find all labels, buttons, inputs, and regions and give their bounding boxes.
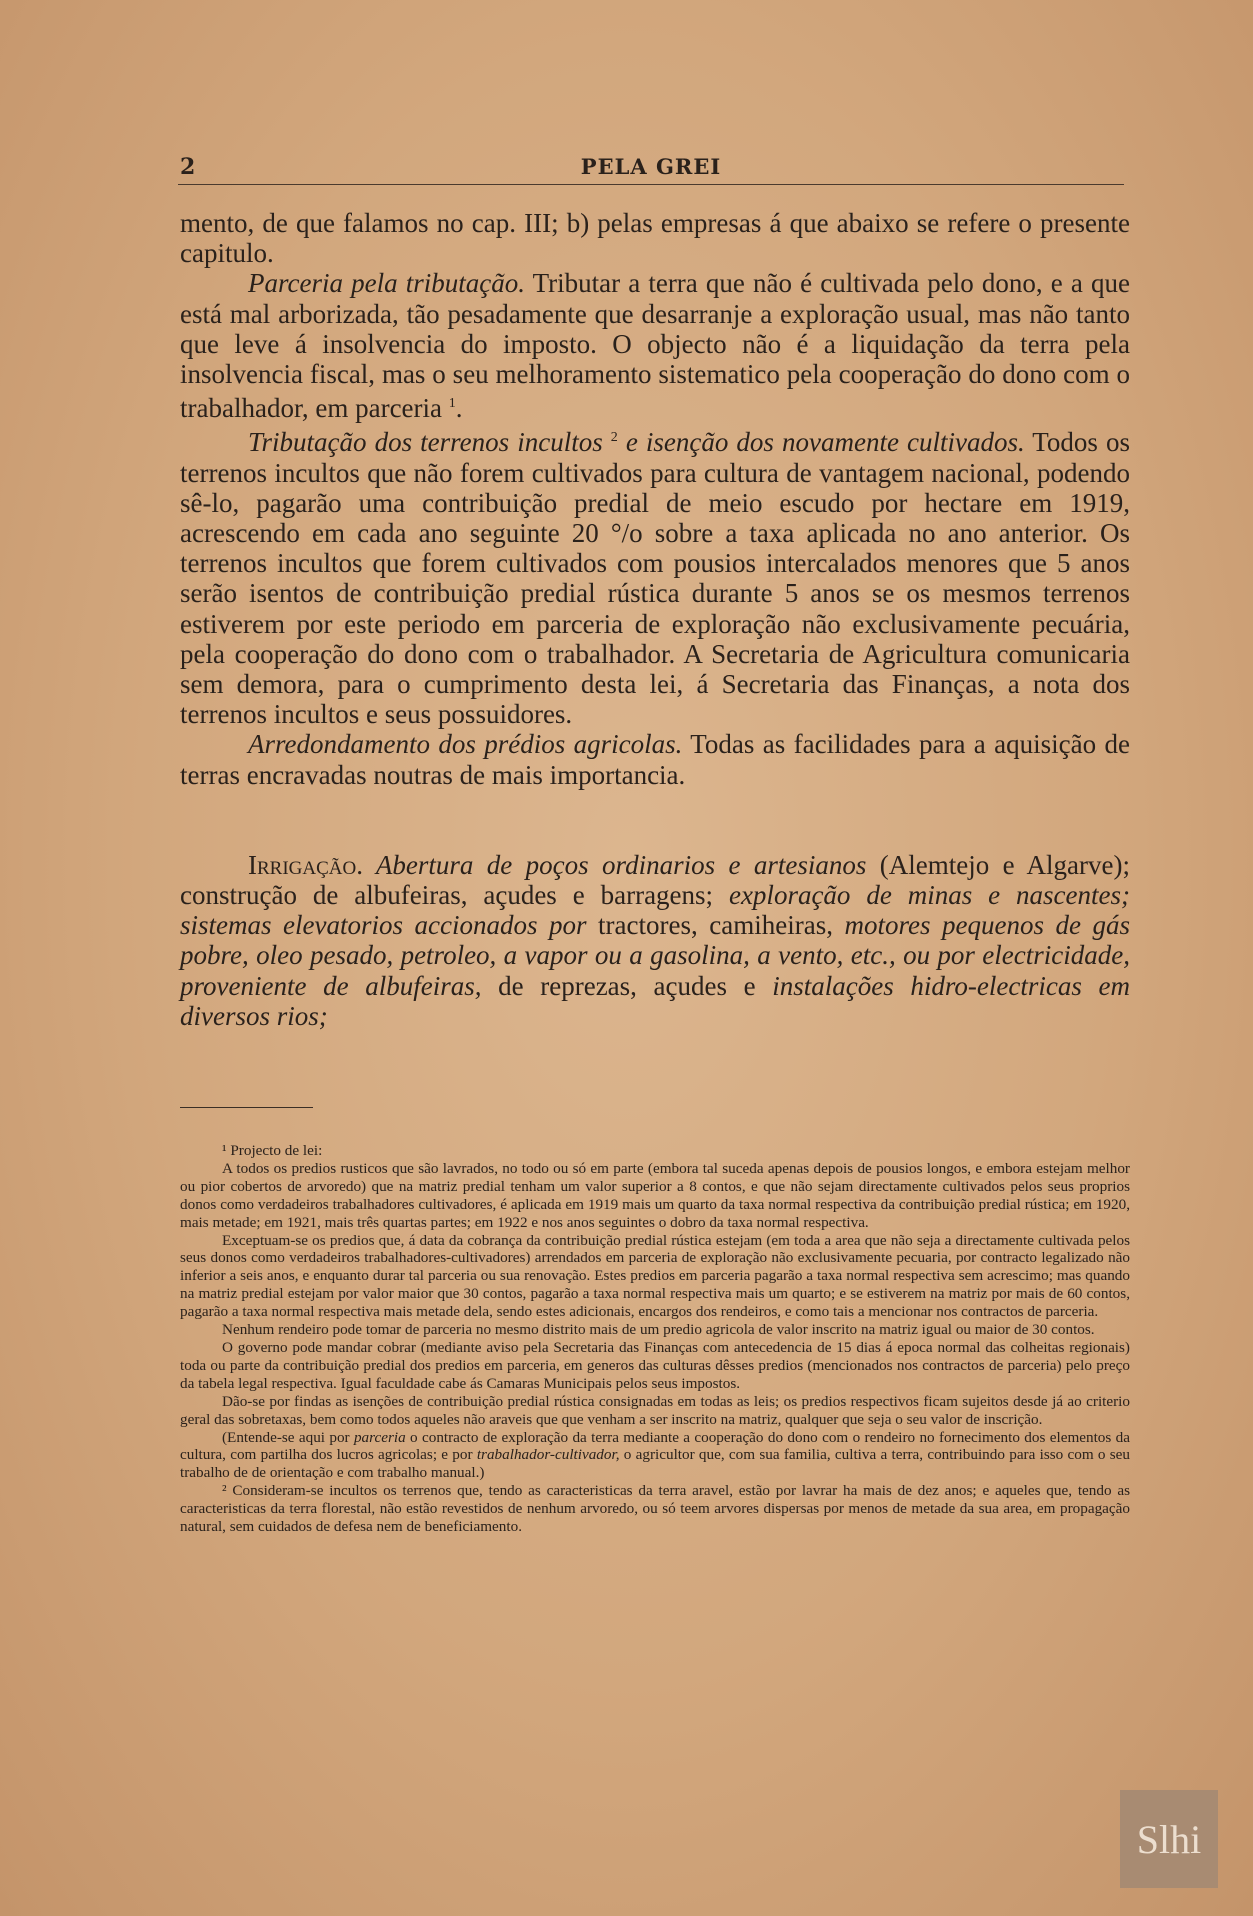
footnote-italic: parceria [353, 1428, 406, 1446]
running-head: PELA GREI [580, 154, 722, 179]
footnotes [180, 1142, 1130, 1536]
footnote-text: o agricultor que, com sua familia, cultiva a terra, contribuindo para isso com o seu trabalho de de orientação e com trabalho manual.) [180, 1446, 1131, 1482]
paragraph-text: tractores, camiheiras, [586, 910, 845, 941]
footnote-text: (Entende-se aqui por [222, 1428, 354, 1446]
footnote-1-paragraph: A todos os predios rusticos que são lavrados, no todo ou só em parte (embora tal suceda apenas depois de pousios longos, e embora estejam melhor ou pior cobertos de arvoredo) que na matriz predial tenham um valor superior a 8 contos, e que não sejam directamente cultivados pelos seus proprios donos como verdadeiros trabalhadores cultivadores, é aplicada em 1919 mais um quarto da taxa normal respectiva da contribuição predial rústica; em 1920, mais metade; em 1921, mais três quartas partes; em 1922 e nos anos seguintes o dobro da taxa normal respectiva. [180, 1159, 1130, 1231]
section-heading-tributacao: Tributação dos terrenos incultos [248, 427, 603, 458]
paragraph-parceria [180, 268, 1130, 423]
footnote-1-paragraph: Exceptuam-se os predios que, á data da cobrança da contribuição predial rústica estejam (em toda a area que não seja a directamente cultivada pelos seus donos como verdadeiros trabalhadores-cultivadores) arrendados em parceria de exploração não exclusivamente pecuaria, por contracto legalizado não inferior a seis anos, e enquanto durar tal parceria ou sua renovação. Estes predios em parceria pagarão a taxa normal respectiva sem acrescimo; mas quando na matriz predial estejam por valor maior que 30 contos, pagarão a taxa normal respectiva mais um quarto; e se estiverem na matriz por mais de 60 contos, pagarão a taxa normal respectiva mais metade dela, sendo estes adicionais, encargos dos rendeiros, e como tais a mencionar nos contractos de parceria. [180, 1231, 1130, 1321]
footnote-ref-1: 1 [448, 396, 456, 412]
section-heading-parceria: Parceria pela tributação. [248, 268, 525, 299]
paragraph-text: Todas as facilidades para a aquisição de terras encravadas noutras de mais importancia. [180, 729, 1130, 790]
footnote-1-paragraph: Dão-se por findas as isenções de contribuição predial rústica consignadas em todas as leis; os predios respectivos ficam sujeitos desde já ao criterio geral das sobretaxas, bem como todos aqueles não araveis que que venham a ser inscrito na matriz, qualquer que seja o seu valor de inscrição. [180, 1392, 1130, 1428]
paragraph-irrigacao [180, 850, 1130, 1031]
body-text [180, 208, 1130, 1031]
page-header [178, 150, 1124, 185]
footnote-1-label: ¹ Projecto de lei: [222, 1142, 323, 1159]
paragraph-tributacao [180, 423, 1130, 729]
page-number: 2 [180, 154, 196, 180]
italic-phrase: exploração de minas e nascentes; sistemas elevatorios accionados por [180, 880, 1130, 941]
footnote-2: ² Consideram-se incultos os terrenos que, tendo as caracteristicas da terra aravel, estão por lavrar ha mais de dez anos; e aqueles que, tendo as caracteristicas da terra florestal, não estão revestidos de nenhum arvoredo, ou só teem arvores dispersas por menos de metade da sua area, em propagação natural, sem cuidados de defesa nem de beneficiamento. [180, 1482, 1130, 1536]
footnote-1-paragraph: O governo pode mandar cobrar (mediante aviso pela Secretaria das Finanças com antecedencia de 15 dias á epoca normal das colheitas regionais) toda ou parte da contribuição predial dos predios em parceria, em generos das culturas dêsses predios (mencionados nos contractos de parceria) pelo preço da tabela legal respectiva. Igual faculdade cabe ás Camaras Municipais pelos seus impostos. [180, 1338, 1130, 1392]
italic-phrase: motores pequenos de gás pobre, oleo pesado, petroleo, a vapor ou a gasolina, a vento, etc., ou por electricidade, proveniente de albufeiras, [180, 910, 1131, 1001]
paragraph-text: Tributar a terra que não é cultivada pelo dono, e a que está mal arborizada, tão pesadamente que desarranje a exploração usual, mas não tanto que leve á insolvencia do imposto. O objecto não é a liquidação da terra pela insolvencia fiscal, mas o seu melhoramento sistematico pela cooperação do dono com o trabalhador, em parceria [180, 268, 1130, 424]
italic-phrase: instalações hidro-electricas em diversos rios; [180, 970, 1131, 1031]
footnote-1-paragraph [180, 1429, 1130, 1483]
section-heading-isencao: e isenção dos novamente cultivados. [617, 427, 1025, 458]
section-heading-arredondamento: Arredondamento dos prédios agricolas. [248, 729, 683, 760]
footnote-1-paragraph: Nenhum rendeiro pode tomar de parceria no mesmo distrito mais de um predio agricola de valor inscrito na matriz igual ou maior de 30 contos. [222, 1321, 1095, 1339]
paragraph-text: de reprezas, açudes e [481, 970, 773, 1001]
paragraph-end: . [455, 393, 463, 424]
footnote-divider [180, 1107, 313, 1108]
italic-phrase: Abertura de poços ordinarios e artesianos [362, 849, 867, 880]
footnote-italic: trabalhador-cultivador, [476, 1446, 620, 1464]
paragraph-text: Todos os terrenos incultos que não forem cultivados para cultura de vantagem nacional, podendo sê-lo, pagarão uma contribuição predial de meio escudo por hectare em 1919, acrescendo em cada ano seguinte 20 °/o sobre a taxa aplicada no ano anterior. Os terrenos incultos que forem cultivados com pousios intercalados menores que 5 anos serão isentos de contribuição predial rústica durante 5 anos se os mesmos terrenos estiverem por este periodo em parceria de exploração não exclusivamente pecuária, pela cooperação do dono com o trabalhador. A Secretaria de Agricultura comunicaria sem demora, para o cumprimento desta lei, á Secretaria das Finanças, a nota dos terrenos incultos e seus possuidores. [180, 427, 1130, 730]
library-stamp-logo: Slhi [1120, 1790, 1218, 1888]
footnote-ref-2: 2 [610, 430, 618, 446]
paragraph-arredondamento [180, 729, 1130, 789]
footnote-text: o contracto de exploração da terra mediante a cooperação do dono com o rendeiro no fornecimento dos elementos da cultura, com partilha dos lucros agricolas; e por [180, 1428, 1130, 1464]
paragraph-continuation: mento, de que falamos no cap. III; b) pelas empresas á que abaixo se refere o presente capitulo. [180, 208, 1130, 269]
paragraph-text: (Alemtejo e Algarve); construção de albufeiras, açudes e barragens; [180, 849, 1130, 911]
section-gap [180, 790, 1130, 850]
section-title-irrigacao: Irrigação. [248, 849, 363, 880]
